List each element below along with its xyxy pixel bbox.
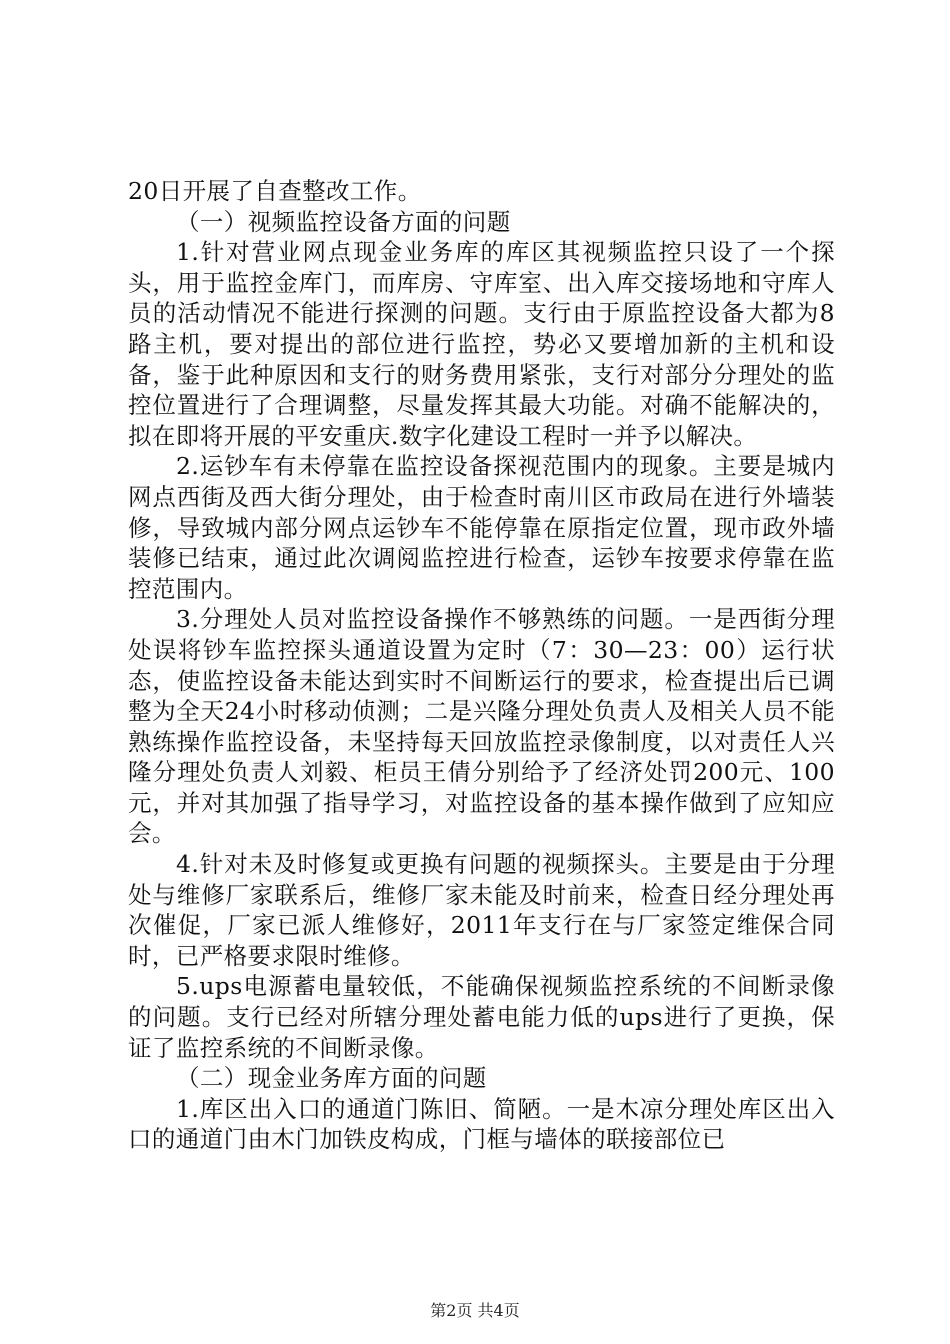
paragraph-item-5: 5.ups电源蓄电量较低，不能确保视频监控系统的不间断录像的问题。支行已经对所辖分理处蓄电能力低的ups进行了更换，保证了监控系统的不间断录像。	[128, 972, 835, 1062]
page-number-label: 第2页 共4页	[430, 1301, 520, 1320]
section-heading-video-monitoring: （一）视频监控设备方面的问题	[176, 207, 511, 236]
page-footer	[0, 1301, 950, 1321]
paragraph-item-1: 1.针对营业网点现金业务库的库区其视频监控只设了一个探头，用于监控金库门，而库房、守库室、出入库交接场地和守库人员的活动情况不能进行探测的问题。支行由于原监控设备大都为8路主机，要对提出的部位进行监控，势必又要增加新的主机和设备，鉴于此种原因和支行的财务费用紧张，支行对部分分理处的监控位置进行了合理调整，尽量发挥其最大功能。对确不能解决的，拟在即将开展的平安重庆.数字化建设工程时一并予以解决。	[128, 238, 835, 450]
paragraph-item-3: 3.分理处人员对监控设备操作不够熟练的问题。一是西街分理处误将钞车监控探头通道设置为定时（7：30—23：00）运行状态，使监控设备未能达到实时不间断运行的要求，检查提出后已调整为全天24小时移动侦测；二是兴隆分理处负责人及相关人员不能熟练操作监控设备，未坚持每天回放监控录像制度，以对责任人兴隆分理处负责人刘毅、柜员王倩分别给予了经济处罚200元、100元，并对其加强了指导学习，对监控设备的基本操作做到了应知应会。	[128, 605, 835, 848]
paragraph-item-4: 4.针对未及时修复或更换有问题的视频探头。主要是由于分理处与维修厂家联系后，维修厂家未能及时前来，检查日经分理处再次催促，厂家已派人维修好，2011年支行在与厂家签定维保合同时，已严格要求限时维修。	[128, 850, 835, 970]
section-heading-cash-vault: （二）现金业务库方面的问题	[176, 1064, 487, 1093]
document-body	[128, 176, 835, 1155]
paragraph-vault-item-1: 1.库区出入口的通道门陈旧、简陋。一是木凉分理处库区出入口的通道门由木门加铁皮构成，门框与墙体的联接部位已	[128, 1094, 835, 1154]
paragraph-continuation: 20日开展了自查整改工作。	[128, 177, 422, 205]
paragraph-item-2: 2.运钞车有未停靠在监控设备探视范围内的现象。主要是城内网点西街及西大街分理处，由于检查时南川区市政局在进行外墙装修，导致城内部分网点运钞车不能停靠在原指定位置，现市政外墙装修已结束，通过此次调阅监控进行检查，运钞车按要求停靠在监控范围内。	[128, 452, 835, 603]
